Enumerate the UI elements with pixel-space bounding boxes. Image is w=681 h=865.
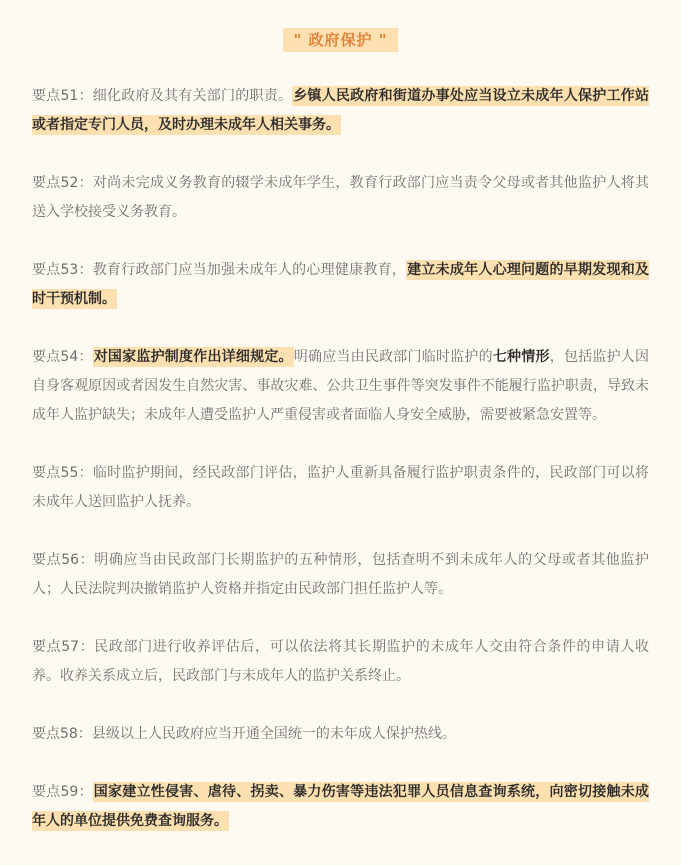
point-text: 教育行政部门应当加强未成年人的心理健康教育， bbox=[92, 262, 407, 278]
point-text: 明确应当由民政部门临时监护的 bbox=[293, 349, 493, 365]
point-emphasis: 七种情形 bbox=[492, 349, 550, 365]
point-label: 要点59： bbox=[32, 784, 93, 800]
point-56 bbox=[32, 546, 649, 604]
point-label: 要点53： bbox=[32, 262, 93, 278]
point-52 bbox=[32, 169, 649, 227]
point-text: 对尚未完成义务教育的辍学未成年学生，教育行政部门应当责令父母或者其他监护人将其送入学校接受义务教育。 bbox=[32, 175, 649, 220]
point-highlight: 国家建立性侵害、虐待、拐卖、暴力伤害等违法犯罪人员信息查询系统，向密切接触未成年人的单位提供免费查询服务。 bbox=[32, 784, 649, 829]
point-label: 要点58： bbox=[32, 726, 92, 742]
point-51 bbox=[32, 82, 649, 140]
point-text: 民政部门进行收养评估后，可以依法将其长期监护的未成年人交由符合条件的申请人收养。收养关系成立后，民政部门与未成年人的监护关系终止。 bbox=[32, 639, 649, 684]
point-highlight: 建立未成年人心理问题的早期发现和及时干预机制。 bbox=[32, 262, 649, 307]
section-title: " 政府保护 " bbox=[283, 28, 397, 52]
point-text: 明确应当由民政部门长期监护的五种情形，包括查明不到未成年人的父母或者其他监护人；人民法院判决撤销监护人资格并指定由民政部门担任监护人等。 bbox=[32, 552, 649, 597]
point-label: 要点52： bbox=[32, 175, 93, 191]
point-label: 要点51： bbox=[32, 88, 93, 104]
point-text: 临时监护期间，经民政部门评估，监护人重新具备履行监护职责条件的，民政部门可以将未成年人送回监护人抚养。 bbox=[32, 465, 649, 510]
point-text: ，包括监护人因自身客观原因或者因发生自然灾害、事故灾难、公共卫生事件等突发事件不能履行监护职责，导致未成年人监护缺失；未成年人遭受监护人严重侵害或者面临人身安全威胁，需要被紧急安置等。 bbox=[32, 349, 650, 423]
point-highlight: 乡镇人民政府和街道办事处应当设立未成年人保护工作站或者指定专门人员，及时办理未成年人相关事务。 bbox=[32, 88, 649, 133]
point-label: 要点56： bbox=[32, 552, 95, 568]
point-text: 细化政府及其有关部门的职责。 bbox=[92, 88, 293, 104]
point-53 bbox=[32, 256, 649, 314]
point-highlight: 对国家监护制度作出详细规定。 bbox=[93, 349, 293, 365]
point-54 bbox=[32, 343, 649, 430]
point-label: 要点54： bbox=[32, 349, 93, 365]
point-text: 县级以上人民政府应当开通全国统一的未年成人保护热线。 bbox=[91, 726, 456, 742]
point-55 bbox=[32, 459, 649, 517]
point-58 bbox=[32, 720, 649, 749]
point-label: 要点55： bbox=[32, 465, 93, 481]
point-57 bbox=[32, 633, 649, 691]
point-label: 要点57： bbox=[32, 639, 95, 655]
point-59 bbox=[32, 778, 649, 836]
section-title-wrap bbox=[32, 28, 649, 60]
